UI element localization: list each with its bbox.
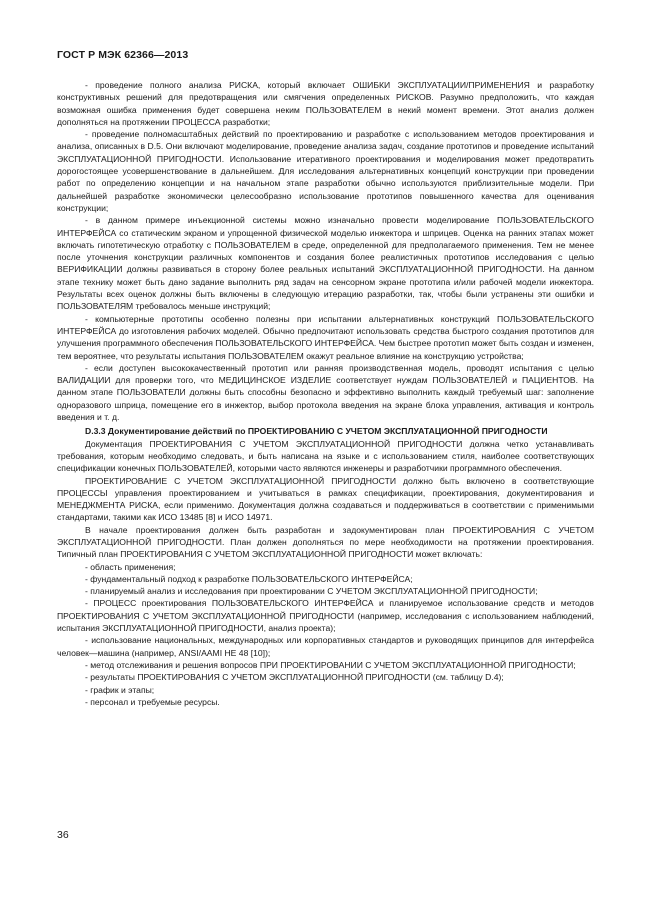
list-item: - график и этапы; [85,684,155,695]
paragraph: ПРОЕКТИРОВАНИЕ С УЧЕТОМ ЭКСПЛУАТАЦИОННОЙ ПРИГОДНОСТИ должно быть включено в соответствующие ПРОЦЕССЫ управления проектированием и учитываться в рамках спецификации, проектирования, документирования и МЕНЕДЖМЕНТА РИСКА, если применимо. Документация должна создаваться и поддерживаться в соответствии с применимыми стандартами, такими как ИСО 13485 [8] и ИСО 14971. [57,475,594,523]
document-body [57,79,594,708]
paragraph: Документация ПРОЕКТИРОВАНИЯ С УЧЕТОМ ЭКСПЛУАТАЦИОННОЙ ПРИГОДНОСТИ должна четко устанавливать требования, которым необходимо следовать, и быть написана на языке и с использованием стиля, наиболее соответствующих спецификации конечных ПОЛЬЗОВАТЕЛЕЙ, которыми часто являются инженеры и разработчики программного обеспечения. [57,438,594,474]
list-item: - результаты ПРОЕКТИРОВАНИЯ С УЧЕТОМ ЭКСПЛУАТАЦИОННОЙ ПРИГОДНОСТИ (см. таблицу D.4); [85,672,504,683]
document-header: ГОСТ Р МЭК 62366—2013 [57,49,189,61]
paragraph: - если доступен высококачественный прототип или ранняя производственная модель, проводят испытания с целью ВАЛИДАЦИИ для проверки того, что МЕДИЦИНСКОЕ ИЗДЕЛИЕ соответствует нуждам ПОЛЬЗОВАТЕЛЕЙ и ПАЦИЕНТОВ. На данном этапе ПОЛЬЗОВАТЕЛИ должны быть способны безопасно и эффективно выполнить каждый требуемый шаг: заполнение одноразового шприца, помещение его в инжектор, выбор протокола введения на экране блока управления, активация и контроль введения и т. д. [57,362,594,423]
page-number: 36 [57,829,69,841]
list-item: - метод отслеживания и решения вопросов ПРИ ПРОЕКТИРОВАНИИ С УЧЕТОМ ЭКСПЛУАТАЦИОННОЙ ПРИГОДНОСТИ; [85,659,576,670]
section-heading: D.3.3 Документирование действий по ПРОЕКТИРОВАНИЮ С УЧЕТОМ ЭКСПЛУАТАЦИОННОЙ ПРИГОДНОСТИ [85,426,548,437]
paragraph: - в данном примере инъекционной системы можно изначально провести моделирование ПОЛЬЗОВАТЕЛЬСКОГО ИНТЕРФЕЙСА со статическим экраном и упрощенной физической моделью инжектора и шприцев. Оценка на ранних этапах может включать гипотетическую отработку с ПОЛЬЗОВАТЕЛЕМ в среде, определенной для предполагаемого применения. Тем не менее после уточнения конструкции различных компонентов и создания более реалистичных прототипов исследования с целью ВЕРИФИКАЦИИ должны развиваться в сторону более реальных испытаний ЭКСПЛУАТАЦИОННОЙ ПРИГОДНОСТИ. На данном этапе технику может быть дано задание выполнить ряд задач на сенсорном экране прототипа и/или рабочей модели инжектора. Результаты всех оценок должны быть включены в следующую итерацию разработки, так, чтобы были устранены эти ошибки и ПОЛЬЗОВАТЕЛЯМ требовалось меньше инструкций; [57,215,594,312]
paragraph: - проведение полномасштабных действий по проектированию и разработке с использованием методов проектирования и анализа, описанных в D.5. Они включают моделирование, проведение анализа задач, создание прототипов и проведение испытаний ЭКСПЛУАТАЦИОННОЙ ПРИГОДНОСТИ. Использование итеративного проектирования и моделирования может предотвратить дорогостоящее усовершенствование в дальнейшем. Для исследования альтернативных концепций конструкции при проведении работ по определению концепции и на начальном этапе разработки обычно используются приблизительные модели. При дальнейшей разработке экономически целесообразно использование прототипов повышенного качества для оценивания конструкции; [57,129,594,213]
list-item: - область применения; [85,561,176,572]
list-item: - использование национальных, международных или корпоративных стандартов и руководящих принципов для интерфейса человек—машина (например, ANSI/AAMI HE 48 [10]); [57,635,594,658]
list-item: - персонал и требуемые ресурсы. [85,696,220,707]
paragraph: В начале проектирования должен быть разработан и задокументирован план ПРОЕКТИРОВАНИЯ С УЧЕТОМ ЭКСПЛУАТАЦИОННОЙ ПРИГОДНОСТИ. План должен дополняться по мере необходимости на протяжении проектирования. Типичный план ПРОЕКТИРОВАНИЯ С УЧЕТОМ ЭКСПЛУАТАЦИОННОЙ ПРИГОДНОСТИ может включать: [57,524,594,560]
paragraph: - проведение полного анализа РИСКА, который включает ОШИБКИ ЭКСПЛУАТАЦИИ/ПРИМЕНЕНИЯ и разработку конструктивных решений для предотвращения или смягчения определенных РИСКОВ. Разумно предположить, что каждая возможная ошибка применения будет совершена неким ПОЛЬЗОВАТЕЛЕМ в некий момент времени. Этот анализ должен дополняться на протяжении ПРОЦЕССА разработки; [57,80,594,127]
list-item: - ПРОЦЕСС проектирования ПОЛЬЗОВАТЕЛЬСКОГО ИНТЕРФЕЙСА и планируемое использование средств и методов ПРОЕКТИРОВАНИЯ С УЧЕТОМ ЭКСПЛУАТАЦИОННОЙ ПРИГОДНОСТИ (например, исследования с использованием наблюдений, испытания ЭКСПЛУАТАЦИОННОЙ ПРИГОДНОСТИ, анализ проекта); [57,598,594,634]
paragraph: - компьютерные прототипы особенно полезны при испытании альтернативных конструкций ПОЛЬЗОВАТЕЛЬСКОГО ИНТЕРФЕЙСА до изготовления рабочих моделей. Обычно предпочитают использовать средства быстрого создания прототипов для улучшения программного обеспечения ПОЛЬЗОВАТЕЛЬСКОГО ИНТЕРФЕЙСА. Чем быстрее прототип может быть создан и изменен, тем вероятнее, что результаты испытания ПОЛЬЗОВАТЕЛЕМ окажут реальное влияние на конструкцию устройства; [57,313,594,361]
list-item: - фундаментальный подход к разработке ПОЛЬЗОВАТЕЛЬСКОГО ИНТЕРФЕЙСА; [85,573,413,584]
list-item: - планируемый анализ и исследования при проектировании С УЧЕТОМ ЭКСПЛУАТАЦИОННОЙ ПРИГОДНОСТИ; [85,586,538,597]
